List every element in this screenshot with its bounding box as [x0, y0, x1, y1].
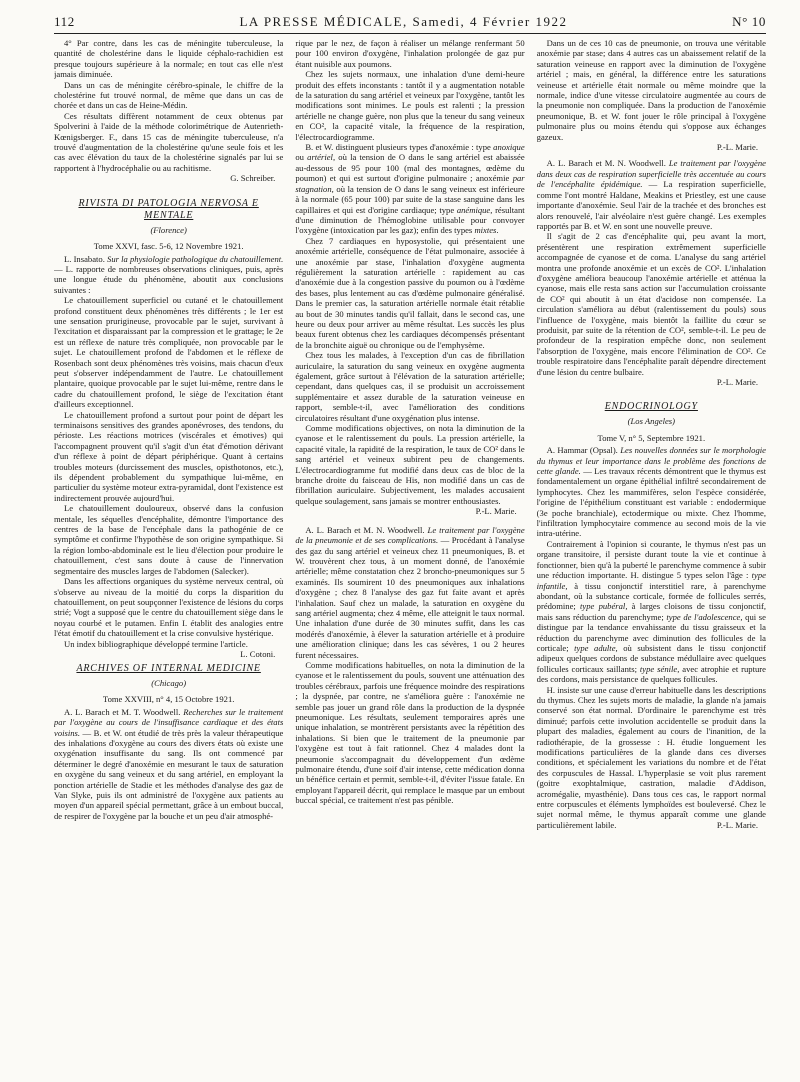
page-number: 112: [54, 14, 75, 29]
page-header: [54, 10, 766, 34]
abstract-title: Sur la physiologie pathologique du chatouillement.: [107, 253, 284, 264]
paragraph: H. insiste sur une cause d'erreur habituelle dans les descriptions du thymus. Chez les sujets morts de maladie, la glande n'a jamais conservé son état normal. D'ordinaire le parenchyme est très diminué; parfois cette involution accidentelle se produit dans la plupart des maladies, également au cours de l'inanition, de la radiothérapie, de la grossesse : H. étudie longuement les modifications particulières de la glande dans ces diverses conditions, et spécialement les variations du nombre et de l'état des corpuscules de Hassal. L'hyperplasie se voit plus rarement (goitre exophtalmique, castration, maladie d'Addison, acromégalie, myasthénie). Dans tous ces cas, le rapport normal entre corpuscules et éléments lymphoïdes est bouleversé. Chez le sujet normal même, le thymus apparaît comme une glande particulièrement labile. P.-L. Marie.: [536, 684, 766, 830]
column-3: [537, 38, 766, 1078]
paragraph: Chez tous les malades, à l'exception d'un cas de fibrillation auriculaire, la saturation du sang veineux en oxygène augmenta également, grâce surtout à l'élévation de la saturation artérielle; cependant, dans quelques cas, il se produisit un accroissement supplémentaire et assez durable de la saturation veineuse en rapport, semble-t-il, avec l'amélioration des conditions circulatoires résultant d'une oxygénation plus intense.: [295, 350, 525, 423]
paragraph: Le chatouillement superficiel ou cutané et le chatouillement profond constituent deux phénomènes très différents ; le 1er est une sensation prurigineuse, provocable par le sujet, survivant à l'excitation et disparaissant par la compression et le grattage; le 2e est un réflexe de nature très compliquée, non provocable par le sujet. Le chatouillement profond de l'abdomen et le réflexe de Rosenbach sont deux phénomènes très voisins, mais chacun d'eux peut s'observer indépendamment de l'autre. Le chatouillement plantaire, quoique provocable par le sujet lui-même, rentre dans le cadre du chatouillement profond, le siège de l'excitation étant d'ailleurs exceptionnel.: [54, 295, 284, 410]
text-columns: [54, 38, 766, 1078]
abstract-paragraph: L. Insabato. Sur la physiologie pathologique du chatouillement. — L. rapporte de nombreuses observations cliniques, puis, après une longue étude du phénomène, aboutit aux conclusions suivantes :: [54, 253, 284, 295]
abstract-title: Le traitement par l'oxygène dans deux cas de respiration superficielle très accentuée au cours de l'encéphalite épidémique.: [536, 158, 766, 190]
author-signature: P.-L. Marie.: [716, 377, 758, 387]
abstract-author: L. Insabato.: [64, 253, 105, 264]
paragraph: Ces résultats diffèrent notamment de ceux obtenus par Spolverini à l'aide de la méthode colorimétrique de Autenrieth-Kœnigsberger. F., dans 15 cas de méningite tuberculeuse, n'a trouvé d'augmentation de la cholestérine qu'une seule fois et les cas avec élévation du taux de la cholestérine signalés par lui se rapportent à l'hydrocéphalie ou au rachitisme.: [54, 110, 284, 173]
abstract-author: A. L. Barach et M. N. Woodwell.: [305, 524, 425, 535]
paragraph: Chez les sujets normaux, une inhalation d'une demi-heure produit des effets inconstants : tantôt il y a augmentation notable de la saturation du sang artériel et veineux par l'oxygène, tantôt les modifications sont minimes. Le pouls est ralenti ; la pression artérielle ne change guère, non plus que la teneur du sang veineux en CO², la capacité vitale, la fréquence de la respiration, l'électrocardiogramme.: [295, 69, 525, 142]
abstract-paragraph: A. Hammar (Opsal). Les nouvelles données sur le morphologie du thymus et leur importance dans le problème des fonctions de cette glande. — Les travaux récents démontrent que le thymus est fondamentalement un organe épithélial infiltré secondairement de lymphocytes. Chez les mammifères, selon l'espèce considérée, l'origine de l'épithélium constituant est variable : endodermique (3e poche branchiale), ectodermique ou mixte. Chez l'homme, l'infiltration lymphocytaire commence au second mois de la vie intra-utérine.: [536, 445, 766, 539]
author-signature: G. Schreiber.: [230, 173, 276, 184]
paragraph: Contrairement à l'opinion si courante, le thymus n'est pas un organe transitoire, il persiste durant toute la vie et continue à fonctionner, bien qu'à la puberté le parenchyme commence à subir une réduction importante. H. distingue 5 types selon l'âge : type infantile, à tissu conjonctif interstitiel rare, à parenchyme abondant, où la substance corticale, formée de follicules serrés, prédomine; type pubéral, à larges cloisons de tissu conjonctif, mais sans réduction du parenchyme; type de l'adolescence, qui se distingue par la tendance envahissante du tissu graisseux et la réduction du parenchyme avec diminution des follicules de la corticale; type adulte, où subsistent dans le tissu conjonctif adipeux quelques cordons de substance médullaire avec quelques follicules corticaux saillants; type sénile, avec atrophie et rupture des cordons, mais persistance de quelques follicules.: [536, 538, 766, 685]
abstract-author: A. L. Barach et M. T. Woodwell.: [64, 706, 181, 717]
section-reference: Tome V, n° 5, Septembre 1921.: [597, 432, 706, 443]
author-signature: P.-L. Marie.: [716, 142, 758, 153]
abstract-author: A. Hammar (Opsal).: [546, 445, 618, 456]
abstract-title: Les nouvelles données sur le morphologie du thymus et leur importance dans le problème des fonctions de cette glande.: [536, 445, 766, 477]
section-title: ENDOCRINOLOGY: [604, 401, 698, 413]
paragraph: Comme modifications habituelles, on nota la diminution de la cyanose et le ralentissement du pouls, souvent une atténuation des troubles cérébraux, parfois une fréquence moindre des respirations ; la dyspnée, par contre, ne s'améliora guère : l'anoxémie ne semble pas jouer un grand rôle dans la production de la dyspnée pneumonique. Les résultats, seulement temporaires après une unique inhalation, se montrèrent persistants avec la répétition des inhalations. Si bien que le traitement de la pneumonie par l'oxygène est tout à fait rationnel. Chez 4 malades dont la pneumonie s'accompagnait du développement d'un œdème pulmonaire étendu, d'une soif d'air intense, cette médication donna un bénéfice certain et permit, semble-t-il, d'éviter l'issue fatale. En employant l'appareil décrit, qui remplace le masque par un embout buccal spécial, ce traitement n'est pas pénible.: [295, 659, 525, 806]
paragraph: Le chatouillement profond a surtout pour point de départ les terminaisons sensitives des grandes aponévroses, des tendons, du périoste. Les réactions motrices (viscérales et émotives) qui l'accompagnent prouvent qu'il s'agit d'un état d'émotion dérivant d'un réflexe à point de départ périphérique. Quant à certains troubles moteurs (durcissement des muscles, opisthotonos, etc.), ils dépendent probablement du sympathique lui-même, en particulier du système moteur extra-pyramidal, dont l'existence est indirectement prouvée aujourd'hui.: [54, 409, 284, 503]
paragraph: Il s'agit de 2 cas d'encéphalite qui, peu avant la mort, présentèrent une respiration extrêmement superficielle accompagnée de cyanose et de coma. L'analyse du sang artériel montra une profonde anoxémie et un excès de CO². L'inhalation d'oxygène améliora beaucoup l'anoxémie artérielle et atténua la cyanose, mais elle resta sans action sur l'accumulation croissante de CO² qui aboutit à un état d'acidose non compensée. La circulation s'améliora au début (ralentissement du pouls) sous l'influence de l'oxygène, mais bientôt la faillite du cœur se produisit, par suite de la rétention de CO², semble-t-il. Le peu de profondeur de la respiration empêche donc, non seulement l'absorption de l'oxygène, mais encore l'élimination de CO². Ce trouble respiratoire dans l'encéphalite paraît dépendre directement d'une lésion du centre bulbaire.: [536, 231, 766, 377]
paragraph: Dans les affections organiques du système nerveux central, où s'observe au niveau de la moitié du corps la disparition du chatouillement, on peut soupçonner l'existence de lésions du corps strié; Vogt a supposé que le centre du chatouillement siège dans le noyau courbé et le putamen. Enfin I. établit des analogies entre l'état émotif du chatouillement et la crise convulsive hystérique.: [54, 576, 284, 639]
column-1: [54, 38, 283, 1078]
paragraph: Dans un cas de méningite cérébro-spinale, le chiffre de la cholestérine fut trouvé normal, de même que dans un cas de chorée et dans un cas de Heine-Médin.: [54, 79, 284, 111]
paragraph: Chez 7 cardiaques en hyposystolie, qui présentaient une anoxémie artérielle, conséquence de l'état pulmonaire, associée à une anoxémie par stase, l'inhalation d'oxygène augmenta régulièrement la saturation artérielle : rapidement au cas d'anoxémie due à la congestion passive du poumon ou à l'œdème des bases, plus lentement au cas d'œdème pulmonaire généralisé. Dans le premier cas, la saturation artérielle normale était rétablie au bout de 30 minutes tandis qu'il fallait, dans le second cas, une heure ou deux pour arriver au même résultat. Les succès les plus beaux furent obtenus chez les cardiaques décompensés présentant de la bronchite aiguë ou chronique ou de l'emphysème.: [295, 235, 525, 350]
paragraph: Le chatouillement douloureux, observé dans la confusion mentale, les séquelles d'encéphalite, démontre l'importance des centres de la base de l'encéphale dans la pathogénie de ce symptôme et confirme l'hypothèse de son origine sympathique. Si la région lombo-abdominale est le lieu d'élection pour produire le chatouillement, c'est sans doute à cause de l'innervation segmentaire des muscles larges de l'abdomen (Salecker).: [54, 503, 284, 576]
abstract-title: Le traitement par l'oxygène de la pneumonie et de ses complications.: [295, 524, 525, 546]
paragraph: Dans un de ces 10 cas de pneumonie, on trouva une véritable anoxémie par stase; dans 4 autres cas un abaissement relatif de la saturation veineuse en rapport avec la diminution de l'oxygène artériel ; mais, en général, la différence entre les saturations veineuse et artérielle était normale ou même moindre que la normale, indice d'une vitesse circulatoire augmentée au cours de la pneumonie non compliquée. Dans la production de l'anoxémie pneumonique, B. et W. font jouer le rôle principal à l'oxygène pulmonaire plus ou moins étendu qui s'oppose aux échanges gazeux.: [536, 38, 766, 142]
paragraph: 4° Par contre, dans les cas de méningite tuberculeuse, la quantité de cholestérine dans le liquide céphalo-rachidien est presque toujours supérieure à la normale; en tout cas elle n'est jamais diminuée.: [54, 38, 284, 80]
column-2: [295, 38, 524, 1078]
issue-number: N° 10: [732, 14, 766, 29]
section-reference: Tome XXVIII, n° 4, 15 Octobre 1921.: [102, 694, 235, 705]
section-city: (Chicago): [151, 677, 187, 688]
author-signature: L. Cotoni.: [240, 648, 276, 659]
abstract-author: A. L. Barach et M. N. Woodwell.: [546, 158, 666, 169]
paragraph: rique par le nez, de façon à réaliser un mélange renfermant 50 pour 100 environ d'oxygène, l'inhalation prolongée de gaz pur étant nuisible aux poumons.: [295, 38, 525, 69]
section-reference: Tome XXVI, fasc. 5-6, 12 Novembre 1921.: [93, 241, 244, 252]
paragraph: B. et W. distinguent plusieurs types d'anoxémie : type anoxique ou artériel, où la tension de O dans le sang artériel est abaissée au-dessous de 95 pour 100 (mal des montagnes, œdème du poumon) et qui est surtout d'origine pulmonaire ; anoxémie par stagnation, où la tension de O dans le sang veineux est inférieure à la normale (65 pour 100) par suite de la stase sanguine dans les capillaires et qui est d'origine cardiaque; type anémique, résultant d'une diminution de l'hémoglobine utilisable pour convoyer l'oxygène (intoxication par les gaz); enfin des types mixtes.: [295, 142, 525, 236]
abstract-paragraph: A. L. Barach et M. N. Woodwell. Le traitement par l'oxygène dans deux cas de respiration superficielle très accentuée au cours de l'encéphalite épidémique. — La respiration superficielle, comme l'ont montré Haldane, Meakins et Priestley, est une cause importante d'anoxémie. Seul l'air de la trachée et des bronches est alors renouvelé, l'air alvéolaire n'est guère changé. Les exemples rapportés par B. et W. en sont une nouvelle preuve.: [536, 158, 766, 231]
journal-title: LA PRESSE MÉDICALE, Samedi, 4 Février 1922: [239, 14, 568, 29]
paragraph: Comme modifications objectives, on nota la diminution de la cyanose et le ralentissement du pouls. La pression artérielle, la capacité vitale, la rapidité de la respiration, le taux de CO² dans le sang artériel et veineux subirent peu de changements. L'électrocardiogramme fut modifié dans deux cas de bloc de la branche droite du faisceau de His, non modifié dans un cas de fibrillation auriculaire. Subjectivement, les malades accusaient quelque soulagement, sans jamais se montrer enthousiastes.: [295, 423, 525, 506]
section-city: (Los Angeles): [627, 416, 675, 427]
section-city: (Florence): [150, 224, 187, 235]
section-title: RIVISTA DI PATOLOGIA NERVOSA E MENTALE: [78, 197, 259, 221]
section-title: ARCHIVES OF INTERNAL MEDICINE: [76, 662, 261, 674]
author-signature: P.-L. Marie.: [716, 819, 758, 830]
abstract-paragraph: A. L. Barach et M. T. Woodwell. Recherches sur le traitement par l'oxygène au cours de l'insuffisance cardiaque et des états voisins. — B. et W. ont étudié de très près la valeur thérapeutique des inhalations d'oxygène au cours des divers états où existe une oxygénation insuffisante du sang. Ils ont commencé par déterminer le degré d'anoxémie en mesurant le taux de saturation en oxygène du sang veineux et du sang artériel, en employant la ponction artérielle de Stadie et les méthodes d'analyse des gaz de Van Slyke, puis ils ont administré de l'oxygène aux patients au moyen d'un appareil spécial permettant, grâce à un embout buccal, de respirer de l'oxygène par la bouche et un peu d'air atmosphé-: [54, 706, 284, 821]
paragraph: Un index bibliographique développé termine l'article. L. Cotoni.: [54, 639, 283, 649]
author-signature: P.-L. Marie.: [475, 506, 517, 517]
abstract-title: Recherches sur le traitement par l'oxygène au cours de l'insuffisance cardiaque et des états voisins.: [54, 706, 284, 738]
abstract-paragraph: A. L. Barach et M. N. Woodwell. Le traitement par l'oxygène de la pneumonie et de ses complications. — Procédant à l'analyse des gaz du sang artériel et veineux chez 11 pneumoniques, B. et W. trouvèrent chez tous, à un moment donné, de l'anoxémie artérielle; même constatation chez 2 broncho-pneumoniques sur 5 examinés. Ils soumirent 10 des pneumoniques aux inhalations d'oxygène ; chez 8 l'analyse des gaz fut faite avant et après l'inhalation. Sauf chez un malade, la saturation en oxygène du sang artériel augmenta; chez 4 même, elle atteignit le taux normal. Une inhalation d'une durée de 30 minutes suffit, dans les cas modérés d'anoxémie, à élever la saturation artérielle et à produire une amélioration clinique; dans les cas sévères, 1 ou 2 heures furent nécessaires.: [295, 524, 525, 660]
